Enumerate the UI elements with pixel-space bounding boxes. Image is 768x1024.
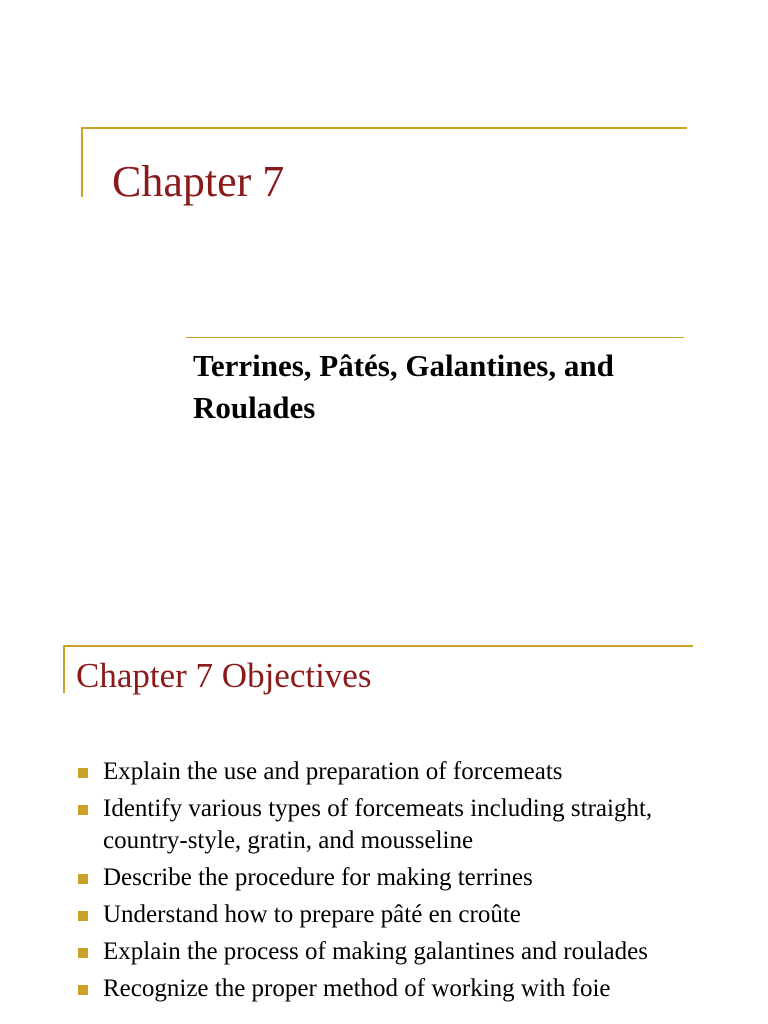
objectives-slide <box>0 576 768 1024</box>
title-frame-top-rule <box>81 127 687 129</box>
square-bullet-icon <box>78 768 88 778</box>
list-item-text: Explain the process of making galantines and roulades <box>103 938 648 965</box>
objectives-frame-left-rule <box>63 645 65 693</box>
list-item <box>0 936 768 968</box>
square-bullet-icon <box>78 985 88 995</box>
list-item-text: Explain the use and preparation of forcemeats <box>103 758 563 785</box>
subtitle-rule <box>186 337 684 338</box>
list-item-text: Describe the procedure for making terrines <box>103 864 533 891</box>
square-bullet-icon <box>78 948 88 958</box>
square-bullet-icon <box>78 911 88 921</box>
chapter-title: Chapter 7 <box>112 157 285 206</box>
list-item <box>0 756 768 788</box>
list-item <box>0 862 768 894</box>
square-bullet-icon <box>78 805 88 815</box>
list-item-text: Recognize the proper method of working with foie <box>103 975 611 1002</box>
list-item <box>0 973 768 1005</box>
square-bullet-icon <box>78 874 88 884</box>
title-frame-left-rule <box>81 127 83 197</box>
list-item-text: Identify various types of forcemeats including straight, country-style, gratin, and mousseline <box>103 795 653 854</box>
chapter-subtitle: Terrines, Pâtés, Galantines, and Roulades <box>193 348 614 425</box>
objectives-list <box>0 756 768 1010</box>
list-item-text: Understand how to prepare pâté en croûte <box>103 901 521 928</box>
list-item <box>0 793 768 857</box>
list-item <box>0 899 768 931</box>
objectives-frame-top-rule <box>63 645 693 647</box>
objectives-title: Chapter 7 Objectives <box>76 656 372 695</box>
